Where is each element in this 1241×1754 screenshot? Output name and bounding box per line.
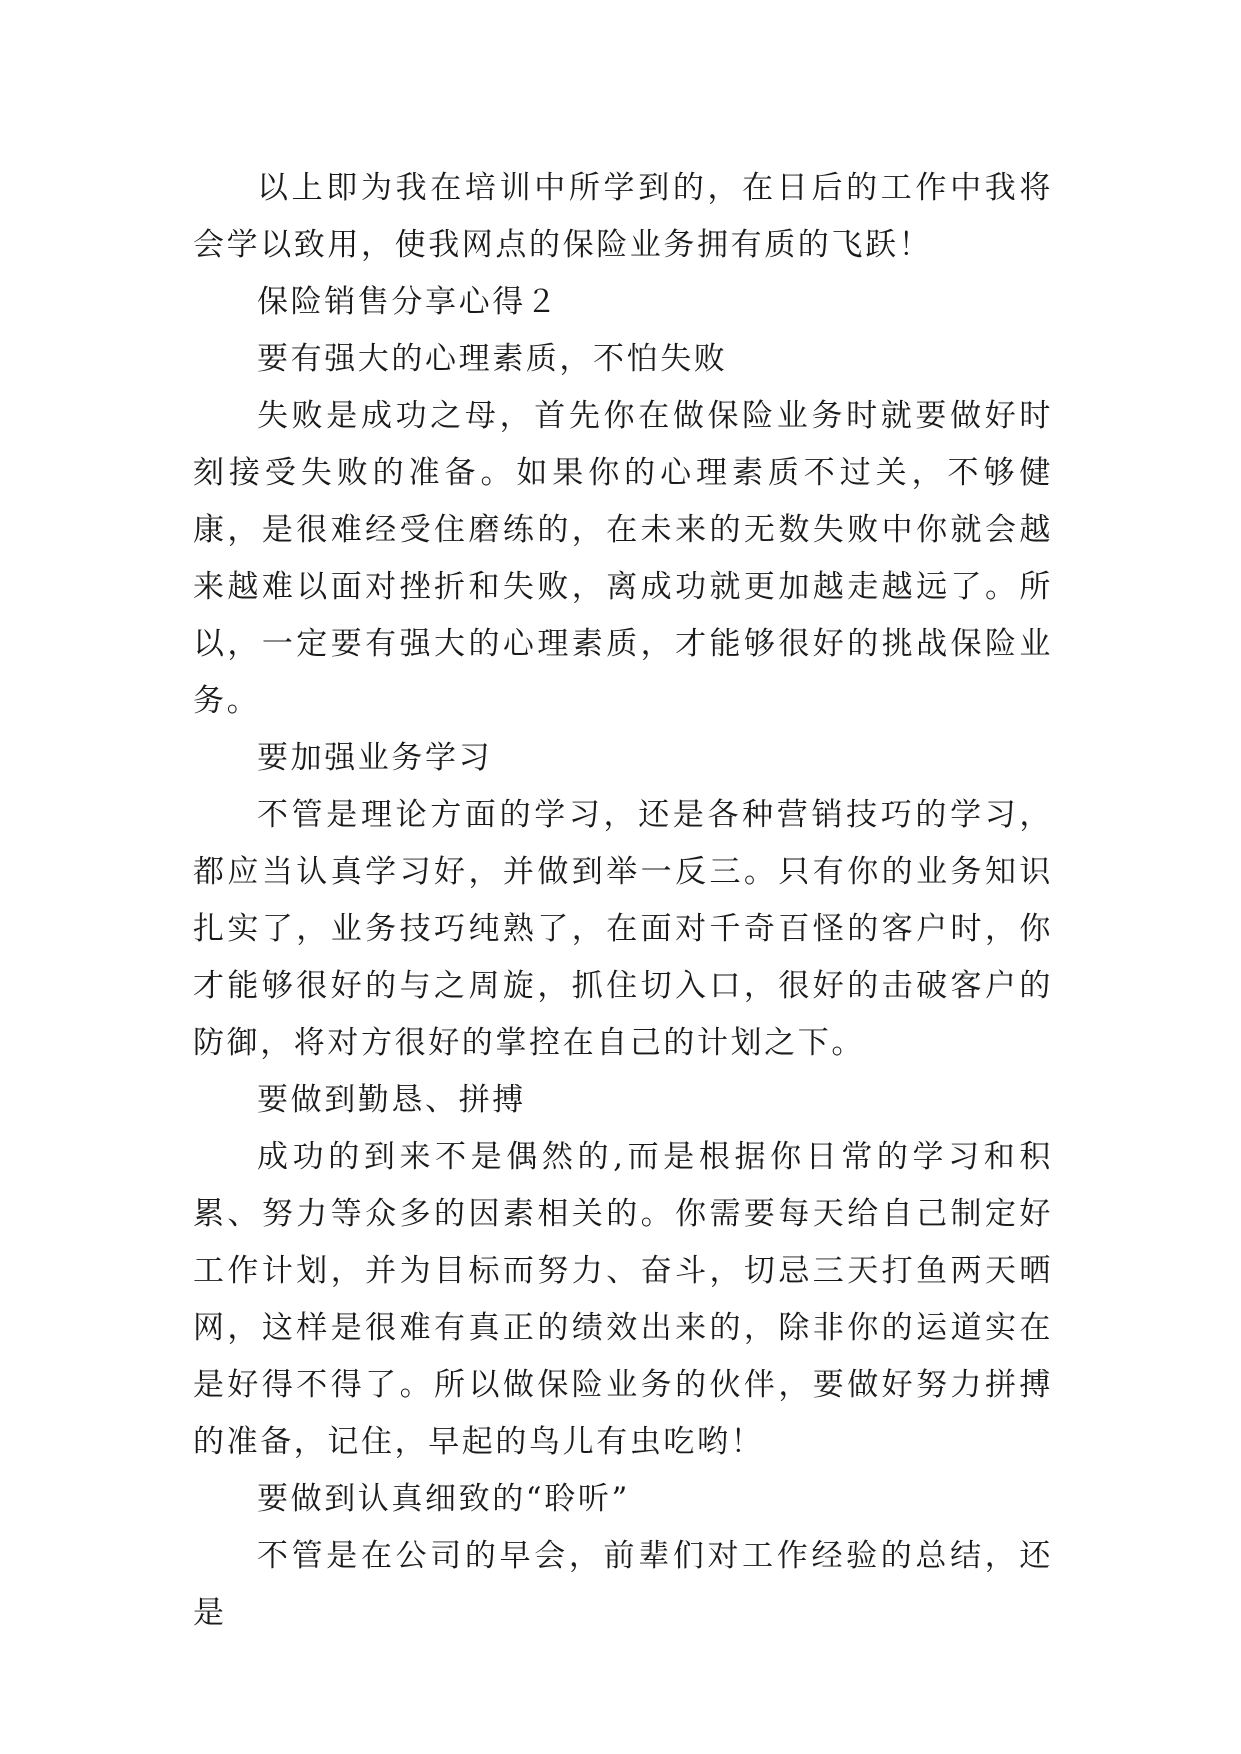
body-paragraph: 成功的到来不是偶然的,而是根据你日常的学习和积累、努力等众多的因素相关的。你需要每天给自己制定好工作计划，并为目标而努力、奋斗，切忌三天打鱼两天晒网，这样是很难有真正的绩效出来的，除非你的运道实在是好得不得了。所以做保险业务的伙伴，要做好努力拼搏的准备，记住，早起的鸟儿有虫吃哟！	[193, 1139, 1053, 1460]
section-heading: 保险销售分享心得２	[257, 284, 560, 320]
body-paragraph: 不管是在公司的早会，前辈们对工作经验的总结，还是	[193, 1538, 1053, 1631]
document-body	[193, 160, 1053, 1642]
body-paragraph: 失败是成功之母，首先你在做保险业务时就要做好时刻接受失败的准备。如果你的心理素质不过关，不够健康，是很难经受住磨练的，在未来的无数失败中你就会越来越难以面对挫折和失败，离成功就更加越走越远了。所以，一定要有强大的心理素质，才能够很好的挑战保险业务。	[193, 398, 1053, 719]
section-heading: 要做到认真细致的“聆听”	[257, 1481, 630, 1517]
section-heading: 要加强业务学习	[257, 740, 493, 776]
section-heading: 要做到勤恳、拼搏	[257, 1082, 526, 1118]
body-paragraph: 不管是理论方面的学习，还是各种营销技巧的学习，都应当认真学习好，并做到举一反三。只有你的业务知识扎实了，业务技巧纯熟了，在面对千奇百怪的客户时，你才能够很好的与之周旋，抓住切入口，很好的击破客户的防御，将对方很好的掌控在自己的计划之下。	[193, 797, 1053, 1061]
section-heading: 要有强大的心理素质，不怕失败	[257, 341, 728, 377]
body-paragraph: 以上即为我在培训中所学到的，在日后的工作中我将会学以致用，使我网点的保险业务拥有质的飞跃！	[193, 170, 1053, 263]
